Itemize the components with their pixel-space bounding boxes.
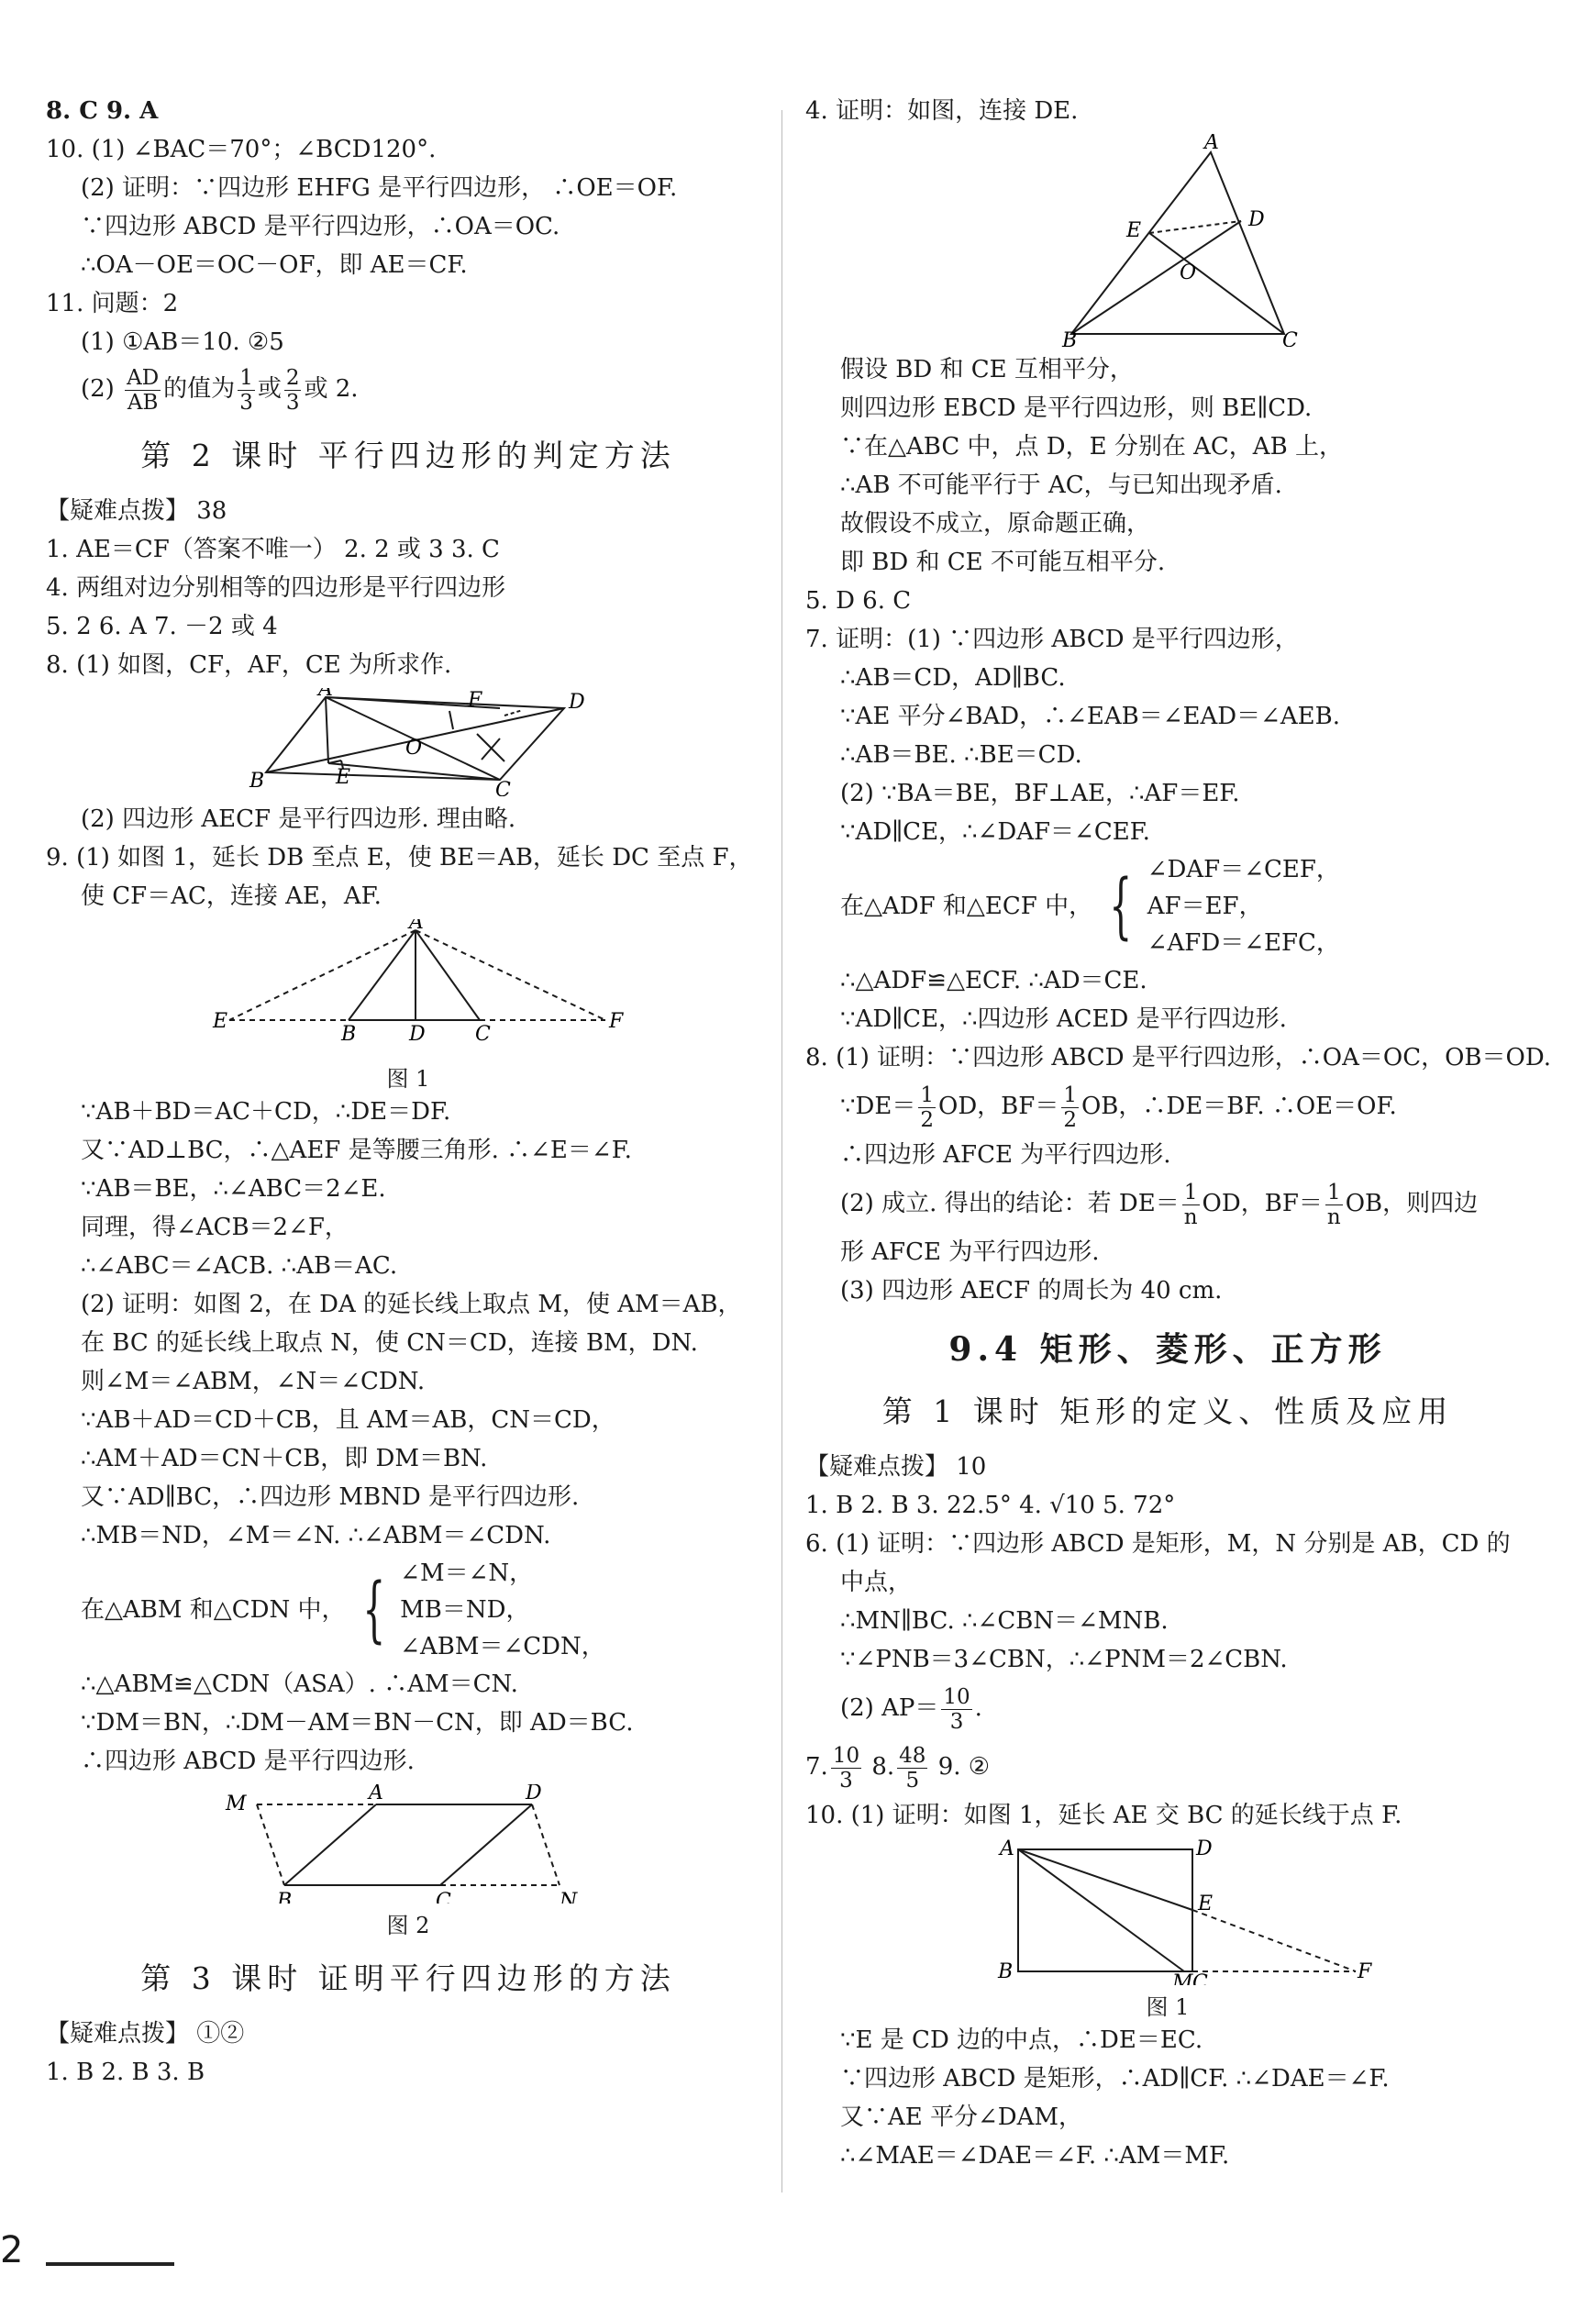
answer-line: 7. 证明：(1) ∵四边形 ABCD 是平行四边形，: [805, 626, 1299, 653]
answer-line: ∵四边形 ABCD 是平行四边形，∴OA＝OC.: [81, 213, 560, 240]
svg-text:B: B: [277, 1890, 293, 1904]
answer-line: 则四边形 EBCD 是平行四边形，则 BE∥CD.: [840, 394, 1313, 422]
fraction: $\frac{48}{5}$: [899, 1743, 926, 1793]
answer-line: ∵∠PNB＝3∠CBN，∴∠PNM＝2∠CBN.: [840, 1646, 1288, 1673]
svg-text:M: M: [1172, 1971, 1193, 1985]
answer-line: 5. 2 6. A 7. －2 或 4: [46, 613, 278, 640]
answer-line: (3) 四边形 AECF 的周长为 40 cm.: [840, 1277, 1223, 1304]
answer-line: ∵DM＝BN，∴DM－AM＝BN－CN，即 AD＝BC.: [81, 1709, 634, 1737]
svg-text:C: C: [1192, 1971, 1208, 1985]
answer-line: (2) ∵BA＝BE，BF⊥AE，∴AF＝EF.: [840, 780, 1240, 807]
answer-line: (1) ①AB＝10. ②5: [81, 328, 284, 356]
svg-text:F: F: [1358, 1960, 1372, 1983]
answer-line: ∴四边形 ABCD 是平行四边形.: [81, 1748, 415, 1775]
svg-text:N: N: [560, 1890, 578, 1904]
answer-line: 同理，得∠ACB＝2∠F，: [81, 1214, 349, 1241]
svg-text:O: O: [1180, 261, 1197, 284]
answer-line: ∴∠MAE＝∠DAE＝∠F. ∴AM＝MF.: [840, 2142, 1230, 2170]
rectangle-figure: [805, 1838, 1530, 1985]
answer-line: ∴△ABM≌△CDN（ASA）. ∴AM＝CN.: [81, 1671, 518, 1698]
answer-line: 6. (1) 证明：∵四边形 ABCD 是矩形，M，N 分别是 AB，CD 的: [805, 1530, 1511, 1558]
answer-line: ∴MB＝ND，∠M＝∠N. ∴∠ABM＝∠CDN.: [81, 1522, 551, 1549]
triangle-figure: [805, 134, 1530, 347]
svg-text:O: O: [405, 737, 423, 760]
svg-text:C: C: [475, 1023, 491, 1046]
answer-line: ∵E 是 CD 边的中点，∴DE＝EC.: [840, 2026, 1203, 2054]
answer-line-fraction: (2) 成立. 得出的结论：若 DE＝ $\frac{1}{n}$ OD，BF＝ $\frac{1}{n}$ OB，则四边: [840, 1180, 1479, 1229]
svg-text:E: E: [1126, 219, 1142, 242]
answer-line: 10. (1) ∠BAC＝70°；∠BCD120°.: [46, 136, 437, 163]
svg-text:E: E: [213, 1010, 228, 1033]
answer-line: ∴AB＝CD，AD∥BC.: [840, 664, 1066, 692]
page-number: 2: [0, 2229, 24, 2271]
svg-text:A: A: [1000, 1838, 1014, 1860]
column-divider: [781, 110, 782, 2192]
answer-line: (2) 四边形 AECF 是平行四边形. 理由略.: [81, 805, 516, 833]
tip-line: 【疑难点拨】 10: [805, 1453, 987, 1481]
answer-line: 假设 BD 和 CE 互相平分，: [840, 356, 1134, 383]
answer-line: 5. D 6. C: [805, 587, 912, 615]
answer-line-fraction: (2) AP＝ $\frac{10}{3}$ .: [840, 1684, 982, 1734]
answer-line: 故假设不成立，原命题正确，: [840, 510, 1151, 538]
system-of-conditions: 在△ADF 和△ECF 中， { ∠DAF＝∠CEF， AF＝EF， ∠AFD＝∠EFC，: [840, 856, 1340, 957]
chapter-title: 9.4 矩形、菱形、正方形: [948, 1330, 1387, 1369]
answer-line: 则∠M＝∠ABM，∠N＝∠CDN.: [81, 1368, 426, 1395]
answer-line: ∴AB＝BE. ∴BE＝CD.: [840, 741, 1082, 769]
svg-text:C: C: [436, 1890, 451, 1904]
svg-text:M: M: [226, 1793, 247, 1815]
svg-text:A: A: [1204, 134, 1219, 154]
answer-line: 在 BC 的延长线上取点 N，使 CN＝CD，连接 BM，DN.: [81, 1329, 698, 1357]
brace-glyph: {: [361, 1569, 385, 1651]
brace-glyph: {: [1109, 865, 1133, 948]
section-title: 第 3 课时 证明平行四边形的方法: [140, 1960, 676, 1996]
answer-line: (2) 证明：∵四边形 EHFG 是平行四边形， ∴OE＝OF.: [81, 174, 678, 202]
svg-text:C: C: [495, 779, 511, 796]
answer-line: ∴△ADF≌△ECF. ∴AD＝CE.: [840, 967, 1147, 994]
answer-line-fraction: 7. $\frac{10}{3}$ 8. $\frac{48}{5}$ 9. ②: [805, 1743, 991, 1793]
answer-line: 4. 两组对边分别相等的四边形是平行四边形: [46, 574, 506, 602]
svg-text:E: E: [336, 766, 351, 789]
svg-text:B: B: [1062, 329, 1078, 347]
parallelogram-figure: [46, 688, 770, 796]
answer-line: ∴AM＋AD＝CN＋CB，即 DM＝BN.: [81, 1445, 488, 1472]
answer-line: 10. (1) 证明：如图 1，延长 AE 交 BC 的延长线于点 F.: [805, 1802, 1402, 1829]
answer-line: ∵AB＋AD＝CD＋CB，且 AM＝AB，CN＝CD，: [81, 1406, 615, 1434]
section-title: 第 2 课时 平行四边形的判定方法: [140, 438, 676, 473]
fraction: $\frac{1}{3}$: [239, 365, 253, 415]
answer-line: 8. C 9. A: [46, 97, 159, 125]
fraction: $\frac{10}{3}$: [832, 1743, 860, 1793]
answer-line: ∴∠ABC＝∠ACB. ∴AB＝AC.: [81, 1252, 398, 1280]
answer-line: 又∵AD∥BC，∴四边形 MBND 是平行四边形.: [81, 1483, 580, 1511]
answer-line: 1. B 2. B 3. 22.5° 4. √10 5. 72°: [805, 1492, 1176, 1519]
svg-text:E: E: [1198, 1893, 1214, 1915]
figure-caption: 图 1: [1146, 1994, 1190, 2020]
svg-text:A: A: [369, 1784, 383, 1804]
answer-line: 使 CF＝AC，连接 AE，AF.: [81, 883, 382, 910]
answer-line: 11. 问题：2: [46, 290, 179, 317]
svg-text:D: D: [526, 1784, 542, 1804]
answer-line: ∵AB＝BE，∴∠ABC＝2∠E.: [81, 1175, 386, 1203]
figure-2-parallelogram: [46, 1784, 770, 1904]
answer-line: 1. AE＝CF（答案不唯一） 2. 2 或 3 3. C: [46, 536, 500, 563]
svg-text:F: F: [609, 1010, 624, 1033]
left-column: [46, 92, 770, 2092]
fraction: $\frac{1}{n}$: [1326, 1180, 1341, 1229]
answer-line: ∵在△ABC 中，点 D，E 分别在 AC，AB 上，: [840, 433, 1343, 461]
tip-line: 【疑难点拨】 ①②: [46, 2020, 245, 2048]
answer-line: 8. (1) 如图，CF，AF，CE 为所求作.: [46, 651, 452, 679]
answer-line: ∴AB 不可能平行于 AC，与已知出现矛盾.: [840, 472, 1282, 499]
answer-line: 8. (1) 证明：∵四边形 ABCD 是平行四边形，∴OA＝OC，OB＝OD.: [805, 1044, 1552, 1071]
answer-line: 又∵AE 平分∠DAM，: [840, 2104, 1083, 2131]
right-column: [805, 92, 1552, 2175]
answer-line: ∵AD∥CE，∴四边形 ACED 是平行四边形.: [840, 1005, 1287, 1033]
answer-line: ∵AB＋BD＝AC＋CD，∴DE＝DF.: [81, 1098, 451, 1126]
fraction: $\frac{1}{2}$: [920, 1082, 935, 1132]
answer-line: ∴MN∥BC. ∴∠CBN＝∠MNB.: [840, 1607, 1169, 1635]
fraction: $\frac{AD}{AB}$: [127, 365, 160, 415]
svg-text:D: D: [569, 691, 585, 714]
page-footer-bar: [46, 2262, 174, 2266]
fraction: $\frac{2}{3}$: [285, 365, 300, 415]
answer-line: 9. (1) 如图 1，延长 DB 至点 E，使 BE＝AB，延长 DC 至点 F，: [46, 844, 753, 871]
figure-1-triangle: [46, 919, 770, 1057]
svg-text:D: D: [409, 1023, 426, 1046]
svg-text:B: B: [249, 770, 265, 793]
figure-caption: 图 1: [386, 1066, 430, 1092]
svg-text:D: D: [1248, 208, 1265, 231]
answer-line: 中点，: [840, 1569, 913, 1596]
answer-line: 4. 证明：如图，连接 DE.: [805, 97, 1079, 125]
answer-line: 又∵AD⊥BC，∴△AEF 是等腰三角形. ∴∠E＝∠F.: [81, 1137, 632, 1164]
answer-line: ∴四边形 AFCE 为平行四边形.: [840, 1141, 1171, 1169]
answer-line: 形 AFCE 为平行四边形.: [840, 1238, 1100, 1266]
answer-line: ∵四边形 ABCD 是矩形，∴AD∥CF. ∴∠DAE＝∠F.: [840, 2065, 1390, 2093]
figure-caption: 图 2: [386, 1913, 430, 1938]
answer-line: (2) 证明：如图 2，在 DA 的延长线上取点 M，使 AM＝AB，: [81, 1291, 742, 1318]
svg-text:A: A: [409, 919, 424, 934]
svg-text:F: F: [468, 689, 482, 712]
answer-line: ∵AD∥CE，∴∠DAF＝∠CEF.: [840, 818, 1150, 846]
svg-text:A: A: [318, 688, 333, 701]
answer-line-fraction: (2) $\frac{AD}{AB}$ 的值为 $\frac{1}{3}$ 或 $\frac{2}{3}$ 或 2.: [81, 365, 359, 415]
tip-line: 【疑难点拨】 38: [46, 497, 227, 525]
system-of-conditions: 在△ABM 和△CDN 中， { ∠M＝∠N， MB＝ND， ∠ABM＝∠CDN，: [81, 1560, 605, 1660]
answer-line: 1. B 2. B 3. B: [46, 2059, 205, 2086]
answer-line: ∴OA－OE＝OC－OF，即 AE＝CF.: [81, 251, 468, 279]
svg-text:B: B: [341, 1023, 357, 1046]
fraction: $\frac{1}{2}$: [1063, 1082, 1077, 1132]
fraction: $\frac{10}{3}$: [943, 1684, 970, 1734]
section-title: 第 1 课时 矩形的定义、性质及应用: [881, 1393, 1454, 1429]
svg-text:B: B: [998, 1960, 1014, 1983]
answer-line-fraction: ∵DE＝ $\frac{1}{2}$ OD，BF＝ $\frac{1}{2}$ OB，∴DE＝BF. ∴OE＝OF.: [840, 1082, 1397, 1132]
svg-text:C: C: [1282, 329, 1298, 347]
answer-line: ∵AE 平分∠BAD，∴∠EAB＝∠EAD＝∠AEB.: [840, 703, 1341, 730]
fraction: $\frac{1}{n}$: [1183, 1180, 1198, 1229]
answer-line: 即 BD 和 CE 不可能互相平分.: [840, 549, 1166, 576]
svg-text:D: D: [1196, 1838, 1213, 1860]
